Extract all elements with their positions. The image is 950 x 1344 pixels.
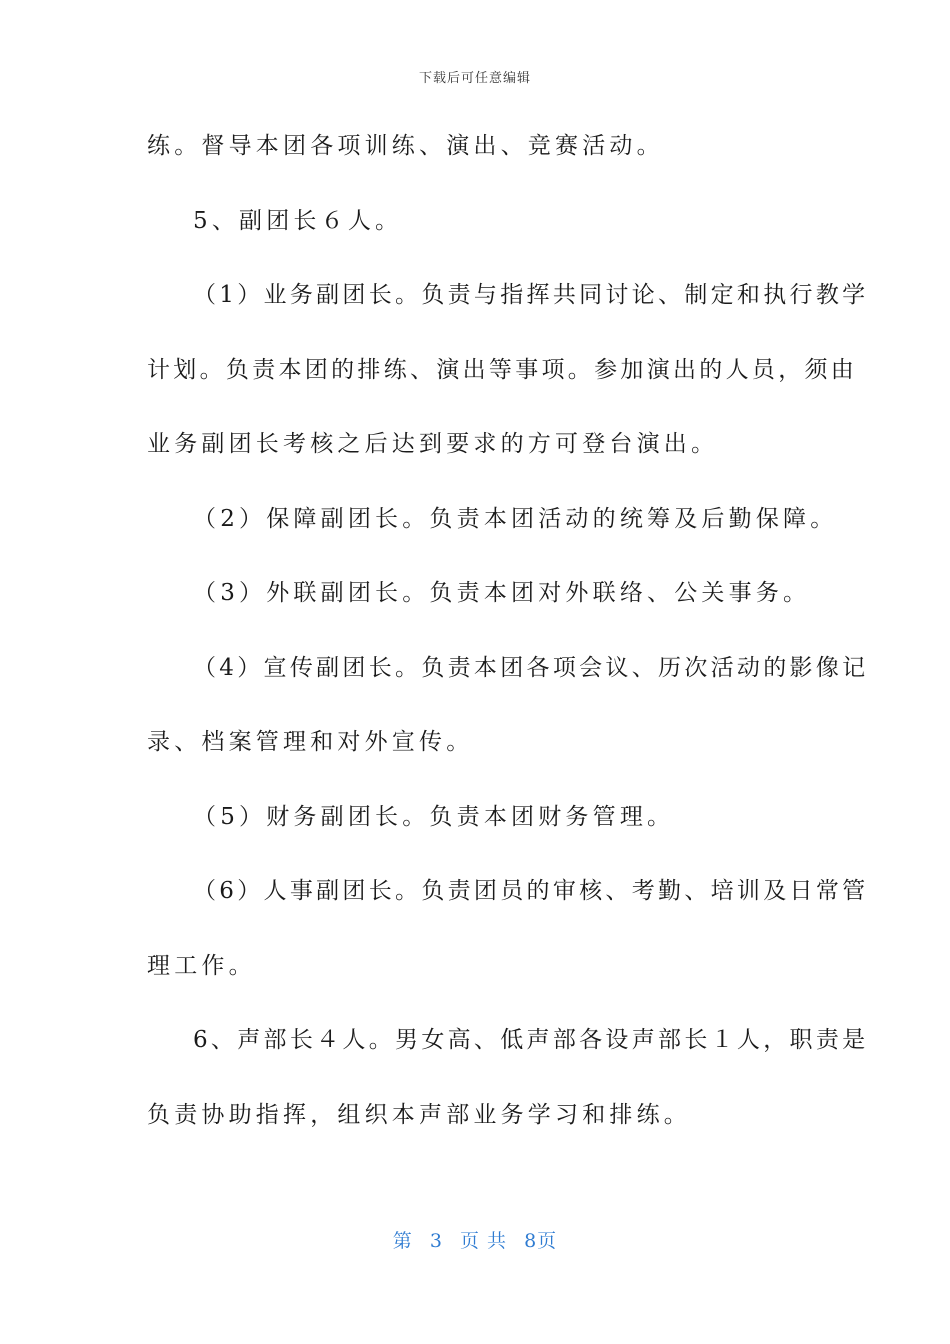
page-footer bbox=[0, 1226, 950, 1253]
paragraph-line: 练。督导本团各项训练、演出、竞赛活动。 bbox=[147, 133, 664, 159]
paragraph-line: （4）宣传副团长。负责本团各项会议、历次活动的影像记 bbox=[193, 654, 869, 681]
paragraph-line: 5、副团长６人。 bbox=[193, 207, 403, 234]
footer-total: 8页 bbox=[524, 1230, 558, 1252]
footer-prefix: 第 bbox=[392, 1230, 413, 1252]
document-body bbox=[147, 127, 869, 1170]
paragraph-line: 理工作。 bbox=[147, 952, 256, 979]
paragraph-line: 录、档案管理和对外宣传。 bbox=[147, 729, 474, 755]
paragraph-line: 计划。负责本团的排练、演出等事项。参加演出的人员，须由 bbox=[147, 356, 858, 383]
paragraph-line: （5）财务副团长。负责本团财务管理。 bbox=[193, 803, 675, 830]
paragraph-line: （2）保障副团长。负责本团活动的统筹及后勤保障。 bbox=[193, 505, 838, 532]
paragraph-line: 业务副团长考核之后达到要求的方可登台演出。 bbox=[147, 431, 719, 457]
paragraph-line: 负责协助指挥，组织本声部业务学习和排练。 bbox=[147, 1101, 691, 1128]
footer-page-number: 3 bbox=[429, 1230, 443, 1252]
paragraph-line: （6）人事副团长。负责团员的审核、考勤、培训及日常管 bbox=[193, 878, 869, 904]
header-note: 下载后可任意编辑 bbox=[418, 71, 531, 86]
paragraph-line: （3）外联副团长。负责本团对外联络、公关事务。 bbox=[193, 580, 811, 606]
paragraph-line: 6、声部长４人。男女高、低声部各设声部长１人，职责是 bbox=[193, 1027, 869, 1053]
footer-mid: 页 共 bbox=[460, 1230, 508, 1252]
paragraph-line: （1）业务副团长。负责与指挥共同讨论、制定和执行教学 bbox=[193, 282, 869, 308]
